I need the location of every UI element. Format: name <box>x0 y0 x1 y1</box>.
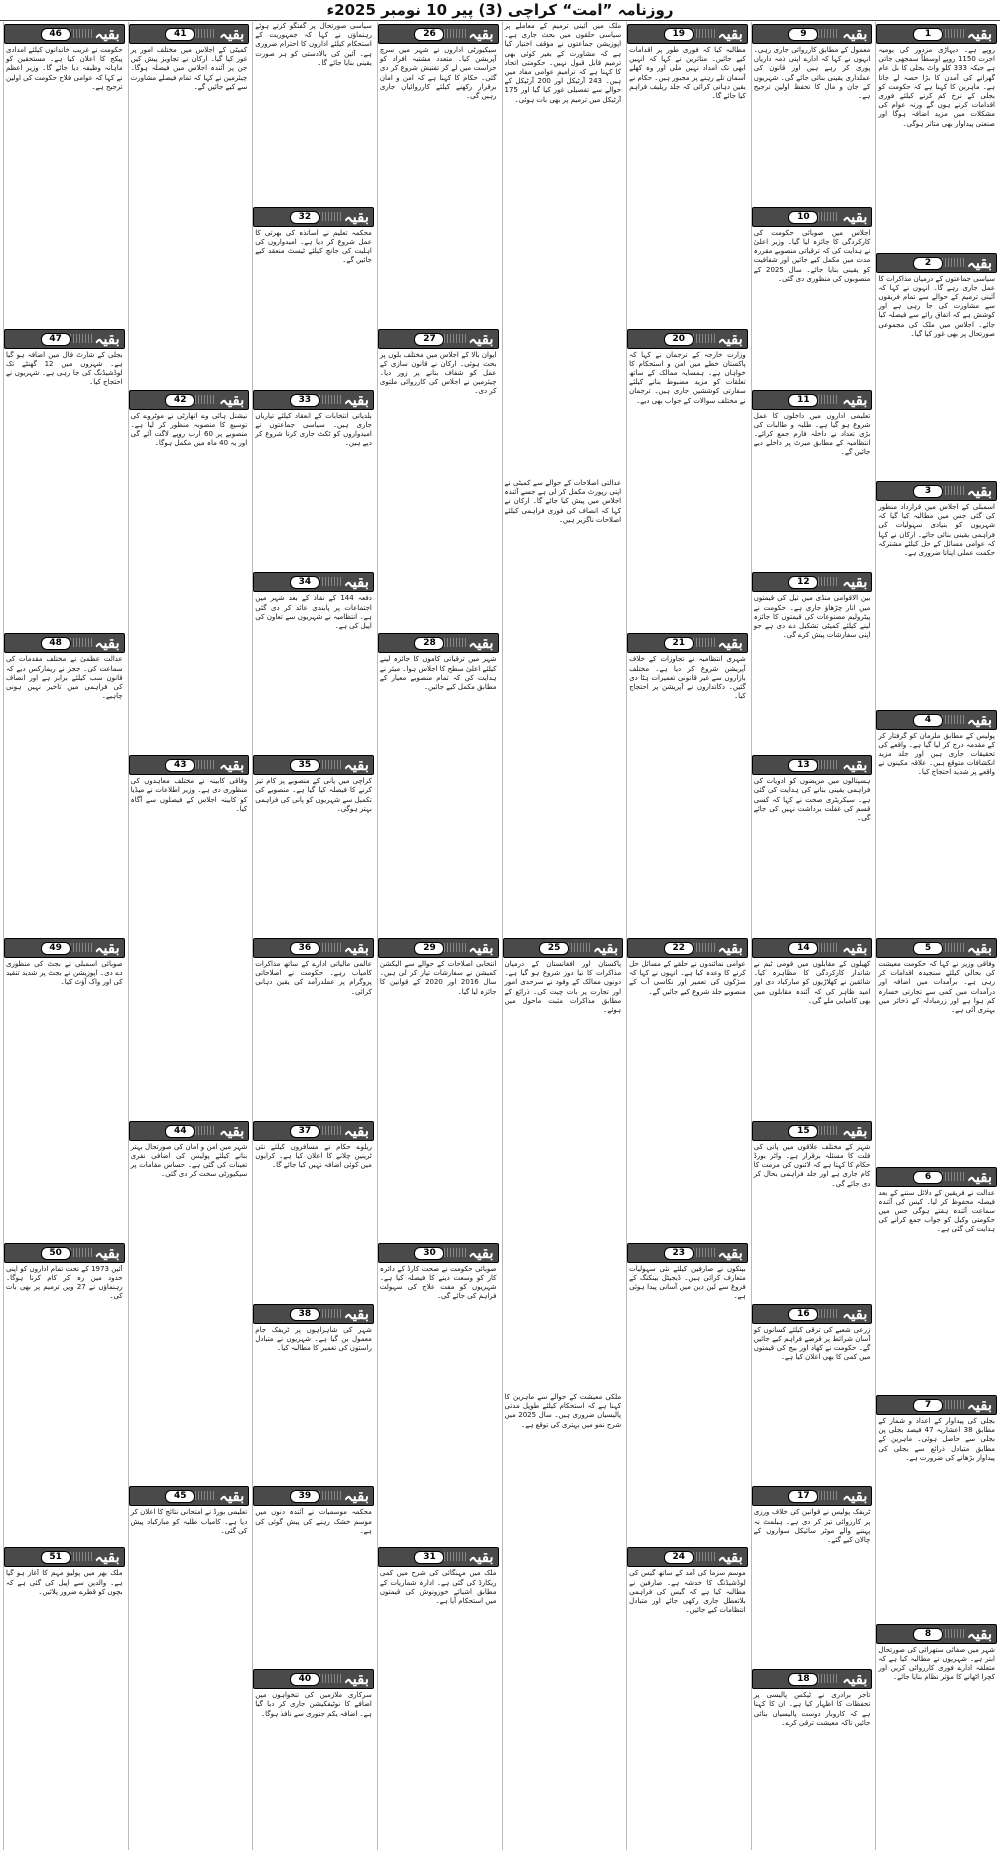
continuation-title: بقیہ <box>842 207 868 226</box>
continuation-number: 8 <box>913 1628 943 1641</box>
continuation-text: نیشنل ہائی وے اتھارٹی نے موٹروے کی توسیع کا منصوبہ منظور کر لیا ہے۔ منصوبے پر 60 ارب روپے لاگت آئے گی اور یہ 40 ماہ میں مکمل ہوگا۔ <box>130 411 248 448</box>
continuation-text: اجلاس میں صوبائی حکومت کی کارکردگی کا جائزہ لیا گیا۔ وزیر اعلیٰ نے ہدایت کی کہ ترقیاتی منصوبے مقررہ مدت میں مکمل کیے جائیں اور شفافیت کو یقینی بنایا جائے۔ سال 2025 کے منصوبوں کی منظوری دی گئی۔ <box>753 228 871 283</box>
continuation-block <box>503 936 624 1393</box>
continuation-number: 43 <box>165 759 195 772</box>
continuation-text: سیکیورٹی اداروں نے شہر میں سرچ آپریشن کیا۔ متعدد مشتبہ افراد کو حراست میں لے کر تفتیش شروع کر دی گئی۔ حکام کا کہنا ہے کہ امن و امان برقرار رکھنے کیلئے کارروائیاں جاری رہیں گی۔ <box>379 46 497 101</box>
continuation-title: بقیہ <box>343 1121 369 1140</box>
continuation-text: محکمہ تعلیم نے اساتذہ کی بھرتی کا عمل شروع کر دیا ہے۔ امیدواروں کی اہلیت کی جانچ کیلئے ٹیسٹ منعقد کیے جائیں گے۔ <box>255 228 372 265</box>
continuation-text: صوبائی اسمبلی نے بجٹ کی منظوری دے دی۔ اپوزیشن نے بجٹ پر شدید تنقید کی اور واک آؤٹ کیا۔ <box>6 960 123 987</box>
continuation-title: بقیہ <box>468 1548 494 1567</box>
continuation-text: تاجر برادری نے ٹیکس پالیسی پر تحفظات کا اظہار کیا ہے۔ ان کا کہنا ہے کہ کاروبار دوست پالیسیاں بنائی جائیں تاکہ معیشت ترقی کرے۔ <box>753 1691 871 1727</box>
continuation-header <box>378 1547 499 1567</box>
continuation-block <box>129 1484 250 1850</box>
continuation-text: اسمبلی کے اجلاس میں قرارداد منظور کی گئی جس میں مطالبہ کیا گیا کہ شہریوں کو بنیادی سہولیات کی فراہمی یقینی بنائی جائے۔ ارکان نے کہا کہ عوامی مسائل کے حل کیلئے مشترکہ حکمت عملی اپنانا ضروری ہے۔ <box>878 503 995 558</box>
continuation-title: بقیہ <box>94 1548 120 1567</box>
continuation-title: بقیہ <box>842 1670 868 1689</box>
continuation-text: شہری انتظامیہ نے تجاوزات کے خلاف آپریشن شروع کر دیا ہے۔ مختلف بازاروں سے غیر قانونی تعمیرات ہٹا دی گئیں۔ دکانداروں نے آپریشن پر احتجاج کیا۔ <box>629 655 746 701</box>
continuation-text: کراچی میں پانی کے منصوبے پر کام تیز کرنے کا فیصلہ کیا گیا ہے۔ منصوبے کی تکمیل سے شہریوں کو پانی کی فراہمی بہتر ہوگی۔ <box>255 777 372 813</box>
continuation-title: بقیہ <box>842 1304 868 1323</box>
continuation-title: بقیہ <box>94 25 120 43</box>
continuation-number: 3 <box>913 485 943 498</box>
continuation-number: 9 <box>788 28 818 41</box>
continuation-title: بقیہ <box>842 25 868 43</box>
continuation-title: بقیہ <box>343 756 369 775</box>
continuation-title: بقیہ <box>717 1548 743 1567</box>
continuation-text: شہر کے مختلف علاقوں میں پانی کی قلت کا مسئلہ برقرار ہے۔ واٹر بورڈ حکام کا کہنا ہے کہ لائنوں کی مرمت کا کام جاری ہے اور جلد فراہمی بحال کر دی جائے گی۔ <box>753 1142 871 1188</box>
column-3 <box>626 22 748 1850</box>
continuation-text: عدالتی اصلاحات کے حوالے سے کمیٹی نے اپنی رپورٹ مکمل کر لی ہے جسے آئندہ اجلاس میں پیش کیا جائے گا۔ ارکان نے کہا کہ انصاف کی فوری فراہمی کیلئے اصلاحات ناگزیر ہیں۔ <box>504 479 622 524</box>
continuation-header <box>752 24 873 44</box>
continuation-block <box>876 479 997 708</box>
continuation-block <box>378 327 499 632</box>
continuation-title: بقیہ <box>94 634 120 653</box>
continuation-text: مطالبہ کیا کہ فوری طور پر اقدامات کیے جائیں۔ متاثرین نے کہا کہ انہیں ابھی تک امداد نہیں ملی اور وہ کھلے آسمان تلے رہنے پر مجبور ہیں۔ حکام نے یقین دہانی کرائی کہ جلد ریلیف فراہم کیا جائے گا۔ <box>629 46 746 101</box>
continuation-block <box>253 1667 374 1850</box>
continuation-text: وفاقی کابینہ نے مختلف معاہدوں کی منظوری دی ہے۔ وزیر اطلاعات نے میڈیا کو کابینہ اجلاس کے فیصلوں سے آگاہ کیا۔ <box>130 777 248 813</box>
continuation-block <box>752 22 873 205</box>
continuation-number: 26 <box>414 28 444 41</box>
continuation-number: 2 <box>913 257 943 270</box>
continuation-header <box>378 329 499 349</box>
continuation-title: بقیہ <box>966 253 992 272</box>
continuation-number: 13 <box>788 759 818 772</box>
continuation-block <box>129 388 250 754</box>
continuation-title: بقیہ <box>343 573 369 592</box>
continuation-title: بقیہ <box>219 390 245 409</box>
continuation-header <box>627 938 748 958</box>
continuation-title: بقیہ <box>717 1243 743 1262</box>
continuation-header <box>253 1304 374 1324</box>
continuation-text: عدالت نے فریقین کے دلائل سننے کے بعد فیصلہ محفوظ کر لیا۔ کیس کی آئندہ سماعت آئندہ ہفتے ہوگی جس میں حکومتی وکیل کو جواب جمع کرانے کی ہدایت کی گئی ہے۔ <box>878 1188 995 1234</box>
continuation-title: بقیہ <box>842 756 868 775</box>
continuation-header <box>129 1486 250 1506</box>
continuation-header <box>253 207 374 227</box>
continuation-header <box>752 1486 873 1506</box>
continuation-text: بین الاقوامی منڈی میں تیل کی قیمتوں میں اتار چڑھاؤ جاری ہے۔ حکومت نے پیٹرولیم مصنوعات کی قیمتوں کا جائزہ لینے کیلئے کمیٹی تشکیل دے دی ہے جو اپنی سفارشات پیش کرے گی۔ <box>753 594 871 640</box>
continuation-number: 34 <box>290 576 320 589</box>
continuation-text: ملک میں آئینی ترمیم کے معاملے پر سیاسی حلقوں میں بحث جاری ہے۔ اپوزیشن جماعتوں نے مؤقف اختیار کیا ہے کہ مشاورت کے بغیر کوئی بھی ترمیم قابل قبول نہیں۔ حکومتی اتحاد کا کہنا ہے کہ ترامیم عوامی مفاد میں ہیں۔ 243 آرٹیکل اور 200 آرٹیکل کے حوالے سے تفصیلی غور کیا گیا اور 175 آرٹیکل میں ترمیم پر بھی بات ہوئی۔ <box>504 22 622 104</box>
continuation-title: بقیہ <box>94 1243 120 1262</box>
continuation-header <box>4 1243 125 1263</box>
continuation-header <box>876 1167 997 1187</box>
continuation-header <box>4 633 125 653</box>
continuation-text: تعلیمی اداروں میں داخلوں کا عمل شروع ہو گیا ہے۔ طلبہ و طالبات کی بڑی تعداد نے داخلہ فارم جمع کرائے۔ انتظامیہ کے مطابق میرٹ پر داخلے دیے جائیں گے۔ <box>753 411 871 457</box>
continuation-header <box>752 1121 873 1141</box>
column-2 <box>751 22 873 1850</box>
continuation-title: بقیہ <box>842 573 868 592</box>
continuation-header <box>378 1243 499 1263</box>
continuation-header <box>627 1547 748 1567</box>
continuation-title: بقیہ <box>842 938 868 957</box>
continuation-text: کمیٹی کے اجلاس میں مختلف امور پر غور کیا گیا۔ ارکان نے تجاویز پیش کیں جن پر آئندہ اجلاس میں فیصلہ ہوگا۔ چیئرمین نے کہا کہ تمام فیصلے مشاورت سے کیے جائیں گے۔ <box>130 46 248 91</box>
continuation-number: 40 <box>290 1673 320 1686</box>
continuation-block <box>752 1302 873 1485</box>
continuation-text: بجلی کے شارٹ فال میں اضافہ ہو گیا ہے۔ شہروں میں 12 گھنٹے تک لوڈشیڈنگ کی جا رہی ہے۔ شہریوں نے احتجاج کیا۔ <box>6 350 123 387</box>
continuation-block <box>4 22 125 327</box>
continuation-block <box>752 205 873 388</box>
continuation-text: وفاقی وزیر نے کہا کہ حکومت معیشت کی بحالی کیلئے سنجیدہ اقدامات کر رہی ہے۔ برآمدات میں اضافہ اور درآمدات میں کمی سے تجارتی خسارہ کم ہوا ہے اور زرمبادلہ کے ذخائر میں بہتری آئی ہے۔ <box>878 960 995 1015</box>
continuation-number: 11 <box>788 394 818 407</box>
continuation-block <box>876 251 997 480</box>
continuation-number: 16 <box>788 1308 818 1321</box>
continuation-number: 15 <box>788 1125 818 1138</box>
continuation-number: 19 <box>664 28 694 41</box>
continuation-text: پاکستان اور افغانستان کے درمیان مذاکرات کا نیا دور شروع ہو گیا ہے۔ دونوں ممالک کے وفود نے سرحدی امور اور تجارت پر بات چیت کی۔ ذرائع کے مطابق مذاکرات مثبت ماحول میں ہوئے۔ <box>504 960 622 1015</box>
continuation-header <box>627 329 748 349</box>
continuation-header <box>876 938 997 958</box>
continuation-title: بقیہ <box>343 207 369 226</box>
continuation-text: عدالت عظمیٰ نے مختلف مقدمات کی سماعت کی۔ ججز نے ریمارکس دیے کہ قانون سب کیلئے برابر ہے اور انصاف کی فراہمی میں تاخیر نہیں ہونی چاہیے۔ <box>6 655 123 701</box>
continuation-header <box>129 24 250 44</box>
continuation-title: بقیہ <box>966 710 992 729</box>
continuation-title: بقیہ <box>468 634 494 653</box>
continuation-block <box>378 631 499 936</box>
continuation-header <box>253 572 374 592</box>
continuation-block <box>129 1119 250 1485</box>
continuation-header <box>627 24 748 44</box>
continuation-text: بینکوں نے صارفین کیلئے نئی سہولیات متعارف کرائی ہیں۔ ڈیجیٹل بینکنگ کے فروغ سے لین دین میں آسانی پیدا ہوئی ہے۔ <box>629 1264 746 1301</box>
continuation-block <box>253 570 374 753</box>
continuation-text: ملکی معیشت کے حوالے سے ماہرین کا کہنا ہے کہ استحکام کیلئے طویل مدتی پالیسیاں ضروری ہیں۔ سال 2025 میں شرح نمو میں بہتری کی توقع ہے۔ <box>504 1393 622 1429</box>
continuation-text: عالمی مالیاتی ادارے کے ساتھ مذاکرات کامیاب رہے۔ حکومت نے اصلاحاتی پروگرام پر عملدرآمد کی یقین دہانی کرائی۔ <box>255 959 372 996</box>
continuation-text: موسم سرما کی آمد کے ساتھ گیس کی لوڈشیڈنگ کا خدشہ ہے۔ صارفین نے مطالبہ کیا ہے کہ گیس کی فراہمی بلاتعطل جاری رکھی جائے اور متبادل انتظامات کیے جائیں۔ <box>629 1569 746 1615</box>
continuation-number: 25 <box>539 942 569 955</box>
continuation-title: بقیہ <box>966 1624 992 1643</box>
continuation-title: بقیہ <box>966 939 992 957</box>
masthead: روزنامہ ”امت“ کراچی (3) پیر 10 نومبر 2025ء <box>0 0 1000 21</box>
continuation-title: بقیہ <box>717 329 743 348</box>
continuation-block <box>627 936 748 1241</box>
continuation-title: بقیہ <box>717 25 743 43</box>
continuation-block <box>876 1622 997 1851</box>
continuation-header <box>876 253 997 273</box>
continuation-number: 38 <box>290 1308 320 1321</box>
continuation-title: بقیہ <box>343 1304 369 1323</box>
continuation-text: شہر میں امن و امان کی صورتحال بہتر بنانے کیلئے پولیس کی اضافی نفری تعینات کی گئی ہے۔ حساس مقامات پر سیکیورٹی سخت کر دی گئی۔ <box>130 1142 248 1179</box>
continuation-block <box>876 1393 997 1622</box>
continuation-header <box>4 24 125 44</box>
continuation-text: معمول کے مطابق کارروائی جاری رہی۔ انہوں نے کہا کہ ادارے اپنی ذمہ داریاں پوری کر رہے ہیں اور قانون کی عملداری یقینی بنائی جائے گی۔ شہریوں کے جان و مال کا تحفظ اولین ترجیح ہے۔ <box>753 46 871 101</box>
continuation-text: شہر میں ترقیاتی کاموں کا جائزہ لینے کیلئے اعلیٰ سطح کا اجلاس ہوا۔ میئر نے ہدایت کی کہ تمام منصوبے معیار کے مطابق مکمل کیے جائیں۔ <box>379 655 497 691</box>
continuation-title: بقیہ <box>219 756 245 775</box>
continuation-header <box>378 938 499 958</box>
continuation-header <box>129 1121 250 1141</box>
continuation-number: 47 <box>41 333 71 346</box>
continuation-number: 31 <box>414 1551 444 1564</box>
continuation-number: 14 <box>788 942 818 955</box>
continuation-title: بقیہ <box>468 1243 494 1262</box>
continuation-text: سیاسی جماعتوں کے درمیان مذاکرات کا عمل جاری رہے گا۔ انہوں نے کہا کہ آئینی ترمیم کے حوالے سے تمام فریقوں سے مشاورت کی جا رہی ہے اور کوشش ہے کہ اتفاق رائے سے فیصلہ کیا جائے۔ اجلاس میں ملک کی مجموعی صورتحال پر بھی غور کیا گیا۔ <box>878 274 995 338</box>
continuation-header <box>253 1486 374 1506</box>
continuation-text: ٹریفک پولیس نے قوانین کی خلاف ورزی پر کارروائی تیز کر دی ہے۔ ہیلمٹ نہ پہننے والے موٹر سائیکل سواروں کے چالان کیے گئے۔ <box>753 1508 871 1544</box>
continuation-block <box>129 22 250 388</box>
continuation-text: روپے ہے۔ دیہاڑی مزدور کی یومیہ اجرت 1150 روپے اوسطاً سمجھی جاتی ہے جبکہ 333 کلو واٹ بجلی کا بل عام گھرانے کی آمدن کا بڑا حصہ لے جاتا ہے۔ ماہرین کا کہنا ہے کہ حکومت کو بجلی کے نرخ کم کرنے کیلئے فوری اقدامات کرنے ہوں گے ورنہ عوام کی مشکلات میں مزید اضافہ ہوگا اور صنعتی پیداوار بھی متاثر ہوگی۔ <box>878 46 995 128</box>
continuation-title: بقیہ <box>343 390 369 409</box>
continuation-header <box>253 1669 374 1689</box>
continuation-text: دفعہ 144 کے نفاذ کے بعد شہر میں اجتماعات پر پابندی عائد کر دی گئی ہے۔ انتظامیہ نے شہریوں سے تعاون کی اپیل کی ہے۔ <box>255 594 372 630</box>
continuation-block <box>627 22 748 327</box>
continuation-number: 51 <box>41 1551 71 1564</box>
continuation-text: سیاسی صورتحال پر گفتگو کرتے ہوئے رہنماؤں نے کہا کہ جمہوریت کے استحکام کیلئے اداروں کا احترام ضروری ہے۔ آئین کی بالادستی کو ہر صورت یقینی بنایا جائے گا۔ <box>255 22 372 67</box>
continuation-header <box>627 1243 748 1263</box>
continuation-number: 23 <box>664 1247 694 1260</box>
continuation-number: 33 <box>290 394 320 407</box>
continuation-block <box>876 708 997 937</box>
continuation-title: بقیہ <box>219 1487 245 1506</box>
continuation-number: 24 <box>664 1551 694 1564</box>
continuation-number: 22 <box>664 942 694 955</box>
continuation-block <box>627 1545 748 1850</box>
continuation-block <box>627 1241 748 1546</box>
continuation-text: بلدیاتی انتخابات کے انعقاد کیلئے تیاریاں جاری ہیں۔ سیاسی جماعتوں نے امیدواروں کو ٹکٹ جاری کرنا شروع کر دیے ہیں۔ <box>255 411 372 448</box>
continuation-title: بقیہ <box>966 25 992 43</box>
continuation-block <box>4 327 125 632</box>
column-8 <box>3 22 125 1850</box>
continuation-header <box>752 572 873 592</box>
continuation-text: ملک بھر میں پولیو مہم کا آغاز ہو گیا ہے۔ والدین سے اپیل کی گئی ہے کہ بچوں کو قطرے ضرور پلائیں۔ <box>6 1569 123 1596</box>
continuation-header <box>253 755 374 775</box>
continuation-block <box>876 936 997 1165</box>
continuation-block <box>253 753 374 936</box>
continuation-block <box>253 1484 374 1667</box>
column-7 <box>128 22 250 1850</box>
continuation-number: 32 <box>290 211 320 224</box>
continuation-block <box>752 1667 873 1850</box>
continuation-block <box>503 1393 624 1850</box>
continuation-header <box>752 1304 873 1324</box>
continuation-text: سرکاری ملازمین کی تنخواہوں میں اضافے کا نوٹیفکیشن جاری کر دیا گیا ہے۔ اضافہ یکم جنوری سے نافذ ہوگا۔ <box>255 1691 372 1718</box>
continuation-number: 7 <box>913 1399 943 1412</box>
continuation-block <box>503 22 624 479</box>
continuation-header <box>627 633 748 653</box>
column-5 <box>377 22 499 1850</box>
continuation-header <box>253 938 374 958</box>
continuation-number: 1 <box>913 28 943 41</box>
continuation-number: 29 <box>414 942 444 955</box>
continuation-block <box>4 1241 125 1546</box>
continuation-header <box>378 24 499 44</box>
continuation-number: 30 <box>414 1247 444 1260</box>
continuation-header <box>752 390 873 410</box>
continuation-header <box>752 1669 873 1689</box>
continuation-block <box>129 753 250 1119</box>
continuation-number: 5 <box>913 942 943 955</box>
continuation-number: 6 <box>913 1171 943 1184</box>
continuation-number: 44 <box>165 1125 195 1138</box>
continuation-block <box>253 205 374 388</box>
column-6 <box>252 22 374 1850</box>
continuation-block <box>378 22 499 327</box>
continuation-text: زرعی شعبے کی ترقی کیلئے کسانوں کو آسان شرائط پر قرضے فراہم کیے جائیں گے۔ حکومت نے کھاد اور بیج کی قیمتوں میں کمی کا بھی اعلان کیا ہے۔ <box>753 1325 871 1362</box>
continuation-block <box>752 570 873 753</box>
continuation-title: بقیہ <box>343 1670 369 1689</box>
continuation-title: بقیہ <box>593 939 619 957</box>
continuation-block <box>378 1545 499 1850</box>
continuation-number: 12 <box>788 576 818 589</box>
continuation-title: بقیہ <box>966 482 992 500</box>
continuation-header <box>752 207 873 227</box>
continuation-block <box>876 22 997 251</box>
continuation-text: انتخابی اصلاحات کے حوالے سے الیکشن کمیشن نے سفارشات تیار کر لی ہیں۔ سال 2016 اور 2020 کے قوانین کا جائزہ لیا گیا۔ <box>379 960 497 996</box>
continuation-text: ریلوے حکام نے مسافروں کیلئے نئی ٹرینیں چلانے کا اعلان کیا ہے۔ کرایوں میں کوئی اضافہ نہیں کیا جائے گا۔ <box>255 1142 372 1170</box>
continuation-number: 20 <box>664 333 694 346</box>
continuation-text: تعلیمی بورڈ نے امتحانی نتائج کا اعلان کر دیا ہے۔ کامیاب طلبہ کو مبارکباد پیش کی گئی۔ <box>130 1508 248 1535</box>
continuation-block <box>378 936 499 1241</box>
continuation-block <box>752 1484 873 1667</box>
continuation-text: ایوان بالا کے اجلاس میں مختلف بلوں پر بحث ہوئی۔ ارکان نے قانون سازی کے عمل کو شفاف بنانے پر زور دیا۔ چیئرمین نے اجلاس کی کارروائی ملتوی کر دی۔ <box>379 350 497 396</box>
continuation-text: آئین 1973 کے تحت تمام اداروں کو اپنی حدود میں رہ کر کام کرنا ہوگا۔ رہنماؤں نے 27 ویں ترمیم پر بھی بات کی۔ <box>6 1264 123 1301</box>
continuation-number: 50 <box>41 1247 71 1260</box>
continuation-block <box>752 1119 873 1302</box>
continuation-header <box>876 1624 997 1644</box>
continuation-header <box>876 710 997 730</box>
continuation-number: 18 <box>788 1673 818 1686</box>
continuation-number: 27 <box>414 333 444 346</box>
continuation-title: بقیہ <box>468 25 494 43</box>
continuation-number: 46 <box>41 28 71 41</box>
continuation-block <box>253 936 374 1119</box>
continuation-number: 10 <box>788 211 818 224</box>
continuation-title: بقیہ <box>468 939 494 958</box>
continuation-number: 42 <box>165 394 195 407</box>
continuation-text: شہر کی شاہراہوں پر ٹریفک جام معمول بن گیا ہے۔ شہریوں نے متبادل راستوں کی تعمیر کا مطالبہ کیا۔ <box>255 1325 372 1352</box>
continuation-title: بقیہ <box>966 1396 992 1414</box>
continuation-header <box>253 390 374 410</box>
continuation-block <box>752 936 873 1119</box>
continuation-header <box>876 24 997 44</box>
continuation-block <box>253 1119 374 1302</box>
continuation-block <box>253 22 374 205</box>
continuation-title: بقیہ <box>717 634 743 653</box>
continuation-title: بقیہ <box>343 1487 369 1506</box>
column-4 <box>502 22 624 1850</box>
continuation-text: پولیس کے مطابق ملزمان کو گرفتار کر کے مقدمہ درج کر لیا گیا ہے۔ واقعے کی تحقیقات جاری ہیں اور جلد مزید انکشافات متوقع ہیں۔ علاقہ مکینوں نے واقعے پر شدید احتجاج کیا۔ <box>878 731 995 777</box>
continuation-block <box>876 1165 997 1394</box>
continuation-block <box>627 327 748 632</box>
continuation-number: 36 <box>290 942 320 955</box>
continuation-block <box>627 631 748 936</box>
continuation-title: بقیہ <box>966 1167 992 1186</box>
continuation-title: بقیہ <box>842 1121 868 1140</box>
continuation-text: بجلی کی پیداوار کے اعداد و شمار کے مطابق 38 اعشاریہ 47 فیصد بجلی پن بجلی سے حاصل ہوئی۔ ماہرین کے مطابق متبادل ذرائع سے بجلی کی پیداوار بڑھانے کی ضرورت ہے۔ <box>878 1417 995 1462</box>
continuation-block <box>253 1302 374 1485</box>
continuation-header <box>253 1121 374 1141</box>
continuation-number: 35 <box>290 759 320 772</box>
continuation-text: شہر میں صفائی ستھرائی کی صورتحال ابتر ہے۔ شہریوں نے مطالبہ کیا ہے کہ متعلقہ ادارے فوری کارروائی کریں اور کچرا اٹھانے کا مؤثر نظام بنایا جائے۔ <box>878 1645 995 1682</box>
continuation-block <box>503 479 624 936</box>
continuation-block <box>4 1545 125 1850</box>
continuation-text: محکمہ موسمیات نے آئندہ دنوں میں موسم خشک رہنے کی پیش گوئی کی ہے۔ <box>255 1508 372 1535</box>
continuation-text: ملک میں مہنگائی کی شرح میں کمی ریکارڈ کی گئی ہے۔ ادارہ شماریات کے مطابق اشیائے خورونوش کی قیمتوں میں استحکام آیا ہے۔ <box>379 1569 497 1605</box>
continuation-header <box>503 938 624 958</box>
continuation-text: کھیلوں کے مقابلوں میں قومی ٹیم نے شاندار کارکردگی کا مظاہرہ کیا۔ شائقین نے کھلاڑیوں کو مبارکباد دی اور امید ظاہر کی کہ آئندہ مقابلوں میں بھی کامیابی ملے گی۔ <box>753 959 871 1005</box>
continuation-title: بقیہ <box>219 1121 245 1140</box>
continuation-header <box>876 1395 997 1415</box>
continuation-number: 45 <box>165 1490 195 1503</box>
continuation-header <box>752 755 873 775</box>
continuation-block <box>4 936 125 1241</box>
continuation-block <box>4 631 125 936</box>
continuation-number: 41 <box>165 28 195 41</box>
continuation-number: 21 <box>664 637 694 650</box>
continuation-header <box>876 481 997 501</box>
continuation-header <box>752 938 873 958</box>
continuation-number: 49 <box>41 942 71 955</box>
continuation-title: بقیہ <box>842 390 868 409</box>
continuation-header <box>4 1547 125 1567</box>
continuation-title: بقیہ <box>468 329 494 348</box>
column-1 <box>875 22 997 1850</box>
continuation-block <box>253 388 374 571</box>
continuation-columns <box>3 22 997 1850</box>
continuation-title: بقیہ <box>717 939 743 958</box>
continuation-title: بقیہ <box>842 1487 868 1506</box>
continuation-number: 48 <box>41 637 71 650</box>
continuation-text: ہسپتالوں میں مریضوں کو ادویات کی فراہمی یقینی بنانے کی ہدایت کی گئی ہے۔ سیکریٹری صحت نے کہا کہ کسی قسم کی غفلت برداشت نہیں کی جائے گی۔ <box>753 777 871 822</box>
continuation-block <box>378 1241 499 1546</box>
continuation-header <box>378 633 499 653</box>
continuation-header <box>129 390 250 410</box>
continuation-number: 37 <box>290 1125 320 1138</box>
continuation-block <box>752 388 873 571</box>
continuation-header <box>4 329 125 349</box>
continuation-number: 4 <box>913 714 943 727</box>
continuation-title: بقیہ <box>94 329 120 348</box>
continuation-number: 39 <box>290 1490 320 1503</box>
continuation-header <box>4 938 125 958</box>
continuation-text: عوامی نمائندوں نے حلقے کے مسائل حل کرنے کا وعدہ کیا ہے۔ انہوں نے کہا کہ سڑکوں کی تعمیر اور نکاسی آب کے منصوبے جلد شروع کیے جائیں گے۔ <box>629 960 746 996</box>
continuation-text: وزارت خارجہ کے ترجمان نے کہا کہ پاکستان خطے میں امن و استحکام کا خواہاں ہے۔ ہمسایہ ممالک کے ساتھ تعلقات کو مزید مضبوط بنانے کیلئے سفارتی کوششیں جاری ہیں۔ ترجمان نے مختلف سوالات کے جواب بھی دیے۔ <box>629 350 746 405</box>
continuation-text: صوبائی حکومت نے صحت کارڈ کے دائرہ کار کو وسعت دینے کا فیصلہ کیا ہے۔ شہریوں کو مفت علاج کی سہولت فراہم کی جائے گی۔ <box>379 1264 497 1301</box>
continuation-block <box>752 753 873 936</box>
continuation-text: حکومت نے غریب خاندانوں کیلئے امدادی پیکج کا اعلان کیا ہے۔ مستحقین کو ماہانہ وظیفہ دیا جائے گا۔ وزیر اعظم نے کہا کہ عوامی فلاح حکومت کی اولین ترجیح ہے۔ <box>6 46 123 91</box>
continuation-number: 17 <box>788 1490 818 1503</box>
continuation-number: 28 <box>414 637 444 650</box>
continuation-title: بقیہ <box>343 938 369 957</box>
continuation-title: بقیہ <box>94 939 120 958</box>
continuation-title: بقیہ <box>219 25 245 43</box>
continuation-header <box>129 755 250 775</box>
